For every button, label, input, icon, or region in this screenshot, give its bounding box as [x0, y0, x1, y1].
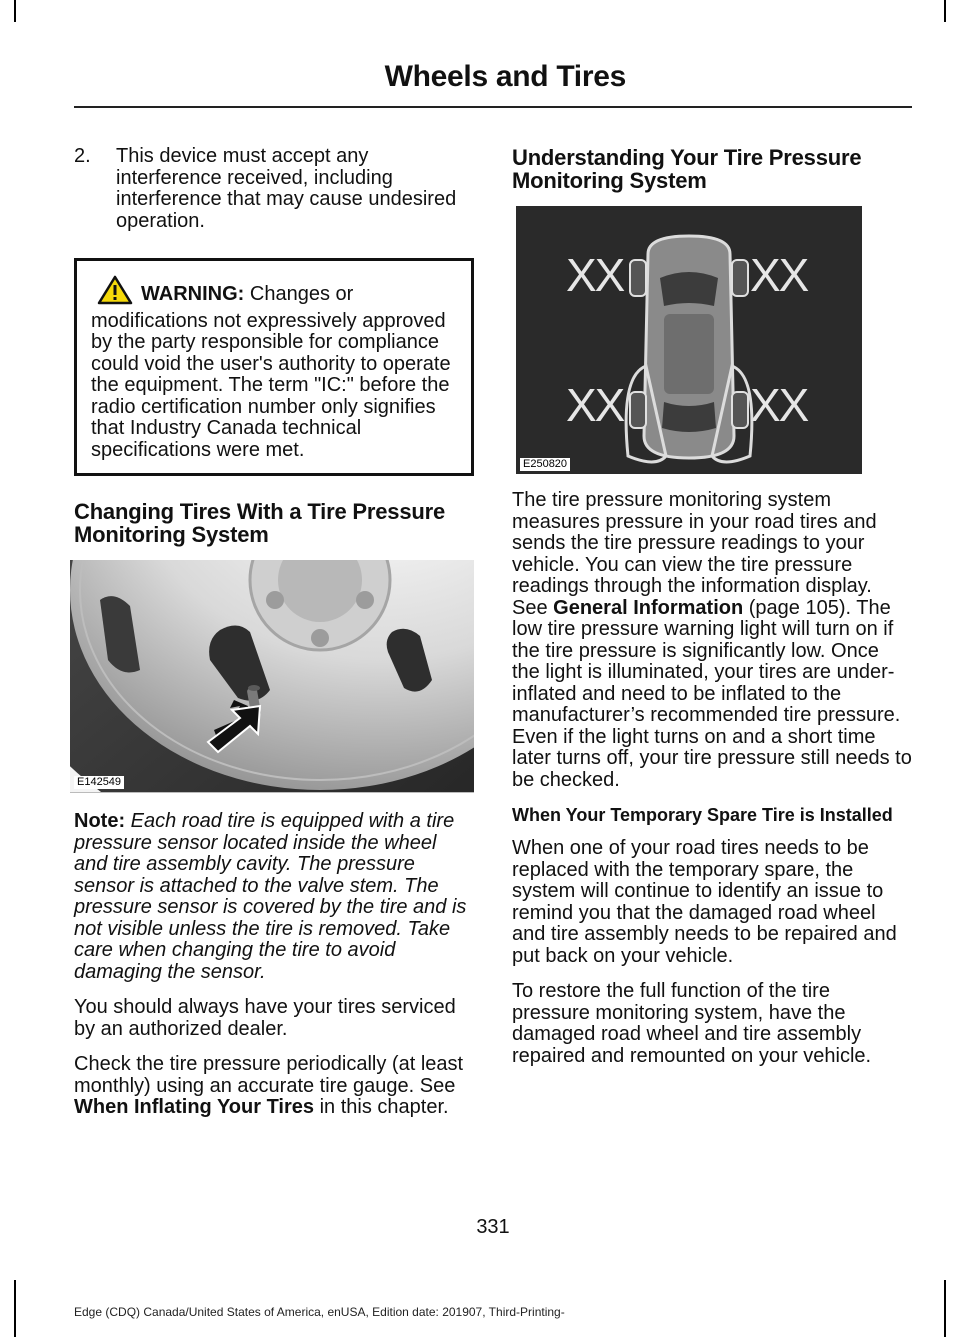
paragraph-text: Check the tire pressure periodically (at least monthly) using an accurate tire gauge. See	[74, 1053, 464, 1097]
vehicle-top-view-icon	[516, 206, 862, 474]
wheel-illustration	[70, 560, 474, 792]
front-right-pressure: XX	[750, 249, 808, 301]
paragraph: When one of your road tires needs to be replaced with the temporary spare, the system will continue to identify an issue to remind you that the damaged road wheel and tire assembly needs to be repaired and put back on your vehicle.	[512, 837, 897, 967]
list-text: This device must accept any interference received, including interference that may cause undesired operation.	[116, 145, 457, 232]
figure-id: E142549	[74, 776, 124, 789]
warning-box	[74, 258, 474, 476]
cross-reference-link[interactable]: General Information	[553, 596, 744, 619]
page-number: 331	[476, 1216, 510, 1238]
paragraph-text: (page 105). The low tire pressure warning light will turn on if the tire pressure is significantly low. Once the light is illuminated, your tires are under-inflated and need to be inflated to the manufacturer’s recommended tire pressure. Even if the light turns on and a short time later turns off, your tire pressure still needs to be checked.	[512, 596, 912, 791]
warning-triangle-icon	[97, 275, 133, 305]
right-column	[512, 146, 912, 1081]
left-column	[74, 146, 474, 1133]
crop-mark	[14, 0, 16, 22]
rear-left-pressure: XX	[566, 379, 624, 431]
list-item	[74, 146, 474, 232]
crop-mark	[14, 1280, 16, 1337]
paragraph: You should always have your tires serviced by an authorized dealer.	[74, 996, 456, 1040]
section-heading: Understanding Your Tire Pressure Monitoring System	[512, 145, 862, 193]
warning-text: Changes or	[249, 282, 354, 305]
crop-mark	[944, 0, 946, 22]
paragraph	[512, 490, 912, 791]
paragraph: To restore the full function of the tire pressure monitoring system, have the damaged road wheel and tire assembly repaired and remounted on your vehicle.	[512, 980, 872, 1067]
note-text: Each road tire is equipped with a tire pressure sensor located inside the wheel and tire assembly cavity. The pressure sensor is attached to the valve stem. The pressure sensor is covered by the tire and is not visible unless the tire is removed. Take care when changing the tire to avoid damaging the sensor.	[74, 810, 467, 983]
figure-id: E250820	[520, 458, 570, 471]
note-paragraph	[74, 811, 474, 983]
warning-label: WARNING:	[141, 282, 245, 305]
footer-text: Edge (CDQ) Canada/United States of America, enUSA, Edition date: 201907, Third-Printing-	[74, 1305, 565, 1319]
cross-reference-link[interactable]: When Inflating Your Tires	[74, 1096, 315, 1118]
crop-mark	[944, 1280, 946, 1337]
rear-right-pressure: XX	[750, 379, 808, 431]
paragraph	[74, 1054, 474, 1119]
list-number: 2.	[74, 145, 91, 167]
header-rule	[74, 106, 912, 108]
paragraph-text: in this chapter.	[314, 1096, 449, 1118]
front-left-pressure: XX	[566, 249, 624, 301]
section-heading: Changing Tires With a Tire Pressure Monitoring System	[74, 499, 445, 547]
paragraph-text: The tire pressure monitoring system measures pressure in your road tires and sends the tire pressure readings to your vehicle. You can view the tire pressure readings through the information display. See	[512, 489, 877, 619]
note-label: Note:	[74, 810, 126, 832]
tpms-display-figure	[516, 206, 862, 474]
subsection-heading: When Your Temporary Spare Tire is Installed	[512, 805, 893, 825]
warning-text: modifications not expressively approved by the party responsible for compliance could void the user's authority to operate the equipment. The term "IC:" before the radio certification number only signifies that Industry Canada technical specifications were met.	[91, 309, 451, 461]
chapter-title: Wheels and Tires	[384, 60, 626, 93]
tire-valve-figure	[70, 560, 474, 793]
